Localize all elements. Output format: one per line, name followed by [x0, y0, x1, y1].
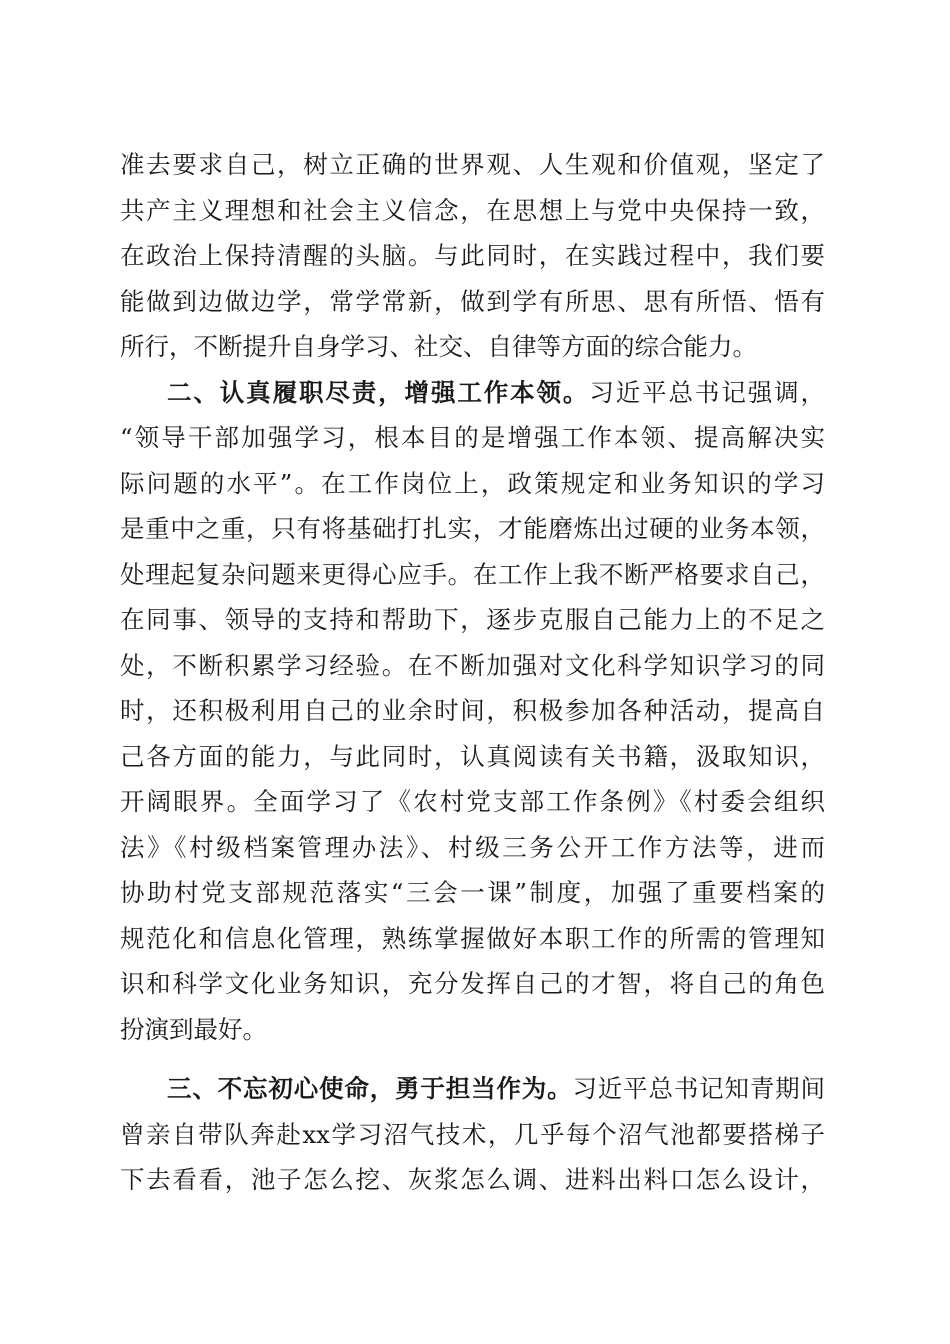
section-3 [120, 1066, 825, 1203]
text-line: 准去要求自己，树立正确的世界观、人生观和价值观，坚定了 [120, 150, 825, 179]
text-line: 曾亲自带队奔赴xx学习沼气技术，几乎每个沼气池都要搭梯子 [120, 1119, 825, 1149]
text-line: 处理起复杂问题来更得心应手。在工作上我不断严格要求自己， [120, 559, 825, 589]
text-line: 所行，不断提升自身学习、社交、自律等方面的综合能力。 [120, 332, 757, 361]
text-line: 时，还积极利用自己的业余时间，积极参加各种活动，提高自 [120, 696, 825, 725]
text-line: 扮演到最好。 [120, 1014, 267, 1044]
paragraph-continuation [120, 142, 825, 370]
text-line: 是重中之重，只有将基础打扎实，才能磨炼出过硬的业务本领， [120, 514, 825, 543]
text-line: 共产主义理想和社会主义信念，在思想上与党中央保持一致， [120, 195, 825, 225]
text-line: 法》《村级档案管理办法》、村级三务公开工作方法等，进而 [120, 832, 825, 862]
paragraph-gap [120, 1052, 825, 1066]
text-line: 能做到边做边学，常学常新，做到学有所思、思有所悟、悟有 [120, 286, 825, 316]
section-3-first-line [120, 1066, 825, 1112]
text-line: 规范化和信息化管理，熟练掌握做好本职工作的所需的管理知 [120, 923, 825, 953]
section-3-heading: 三、不忘初心使命，勇于担当作为。 [167, 1074, 573, 1103]
section-2-heading: 二、认真履职尽责，增强工作本领。 [167, 377, 590, 407]
text-line: 在同事、领导的支持和帮助下，逐步克服自己能力上的不足之 [120, 605, 825, 634]
text-line: 下去看看，池子怎么挖、灰浆怎么调、进料出料口怎么设计， [120, 1165, 825, 1194]
document-body [120, 142, 825, 1203]
section-2-first-line [120, 370, 825, 416]
text-line: 协助村党支部规范落实“三会一课”制度，加强了重要档案的 [120, 878, 825, 907]
section-2-first-line-text: 习近平总书记强调， [589, 377, 826, 407]
text-line: “领导干部加强学习，根本目的是增强工作本领、提高解决实 [120, 423, 825, 452]
section-3-first-line-text: 习近平总书记知青期间 [572, 1074, 826, 1103]
text-line: 际问题的水平”。在工作岗位上，政策规定和业务知识的学习 [120, 468, 825, 498]
text-line: 处，不断积累学习经验。在不断加强对文化科学知识学习的同 [120, 650, 825, 680]
text-line: 开阔眼界。全面学习了《农村党支部工作条例》《村委会组织 [120, 787, 825, 816]
text-line: 在政治上保持清醒的头脑。与此同时，在实践过程中，我们要 [120, 241, 825, 270]
section-2 [120, 370, 825, 1053]
text-line: 己各方面的能力，与此同时，认真阅读有关书籍，汲取知识， [120, 741, 825, 771]
text-line: 识和科学文化业务知识，充分发挥自己的才智，将自己的角色 [120, 969, 825, 998]
